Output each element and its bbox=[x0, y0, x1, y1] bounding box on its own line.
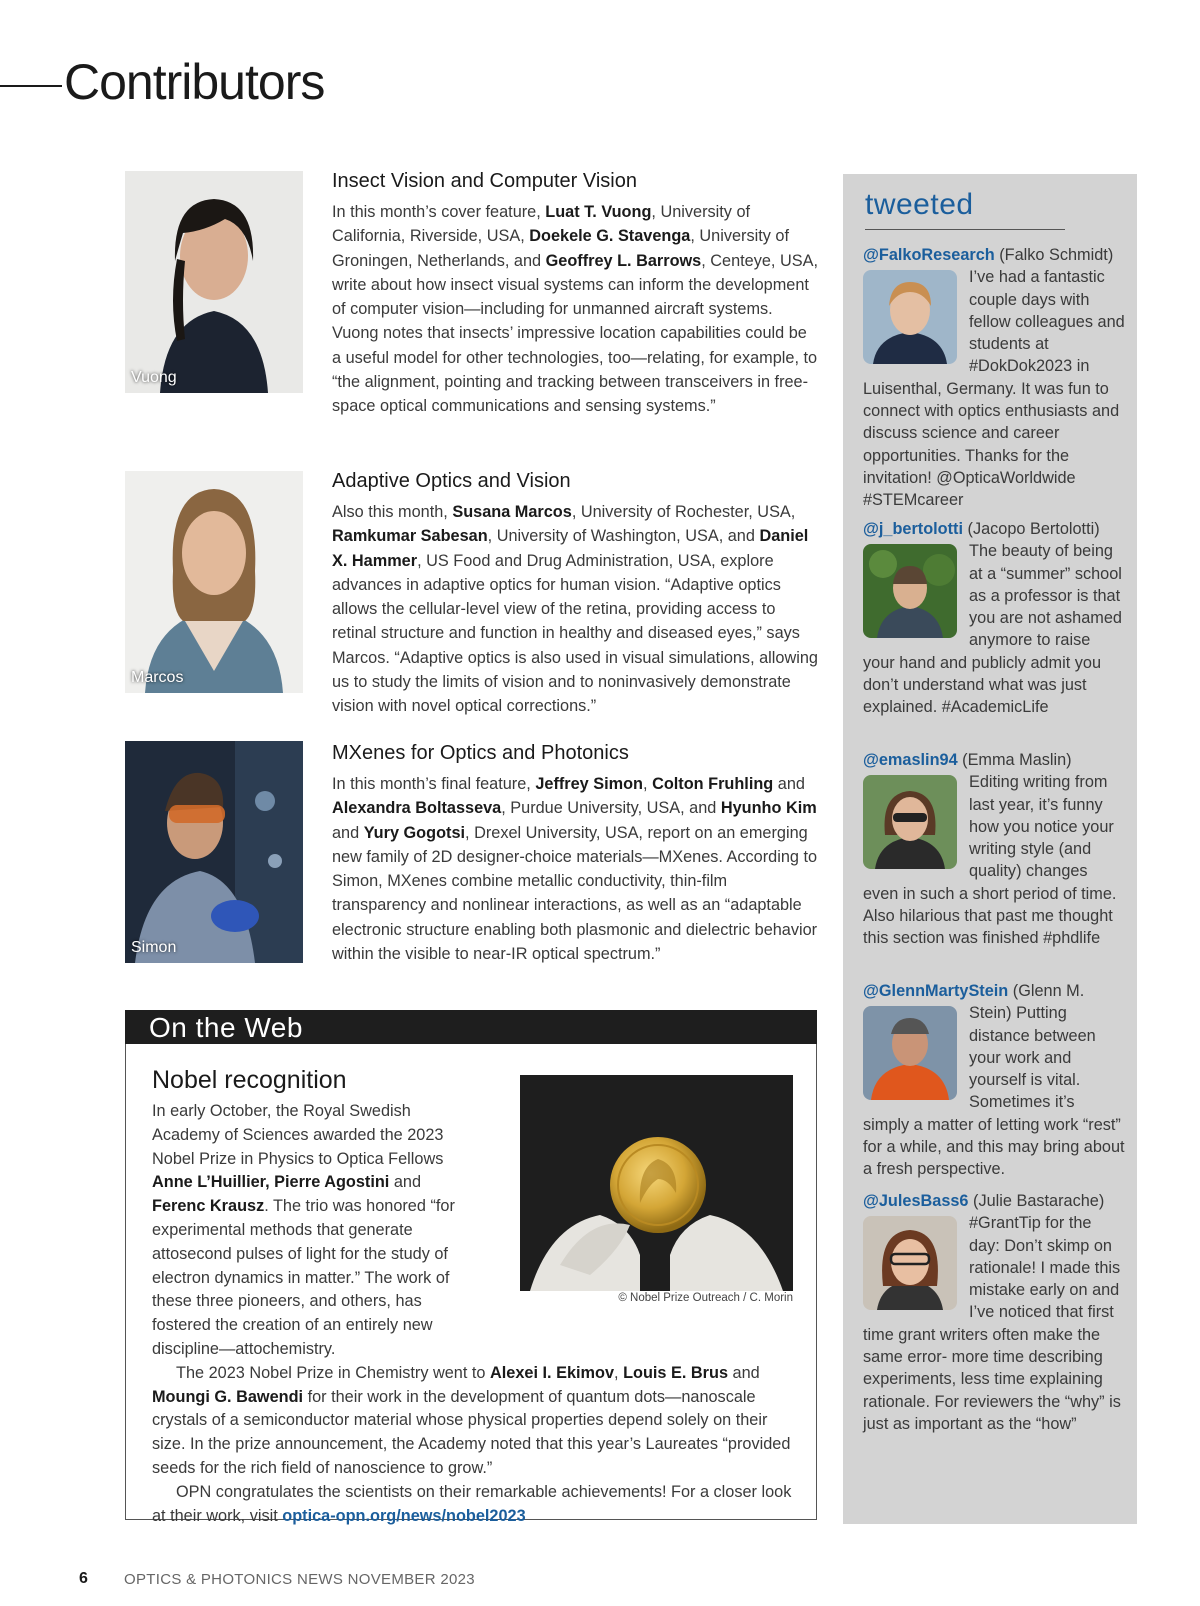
text-run: In this month’s final feature, bbox=[332, 775, 536, 793]
tweet-handle[interactable]: @emaslin94 bbox=[863, 751, 958, 769]
avatar bbox=[863, 775, 957, 869]
person-name: Geoffrey L. Barrows bbox=[545, 251, 702, 270]
tweet-handle[interactable]: @JulesBass6 bbox=[863, 1192, 969, 1210]
person-name: Doekele G. Stavenga bbox=[529, 227, 691, 246]
tweet-author: (Falko Schmidt) bbox=[994, 246, 1114, 264]
person-name: Luat T. Vuong bbox=[545, 203, 652, 221]
person-name: Daniel X. Hammer bbox=[332, 527, 809, 570]
contributor-heading: Insect Vision and Computer Vision bbox=[332, 170, 637, 192]
web-heading: Nobel recognition bbox=[152, 1066, 347, 1094]
photo-caption: Simon bbox=[131, 939, 177, 956]
web-paragraph-text: OPN congratulates the scientists on their remarkable achievements! For a closer look at their work, visit bbox=[152, 1482, 792, 1525]
text-run: and bbox=[773, 775, 805, 793]
photo-caption: Vuong bbox=[131, 369, 177, 386]
tweet-author: (Emma Maslin) bbox=[957, 751, 1072, 769]
tweet-handle[interactable]: @j_bertolotti bbox=[863, 520, 963, 538]
contributor-entry bbox=[332, 740, 818, 966]
text-run: , University of California, Riverside, USA, bbox=[332, 203, 751, 246]
text-run: and bbox=[728, 1363, 760, 1382]
tweet-author: (Jacopo Bertolotti) bbox=[963, 520, 1100, 538]
page-title: Contributors bbox=[64, 54, 325, 110]
text-run: , Purdue University, USA, and bbox=[501, 799, 721, 818]
tweet-text: Putting distance between your work and yourself is vital. Sometimes it’s simply a matter of letting work “rest” for a while, and this may bring about a fresh perspective. bbox=[863, 1004, 1125, 1179]
contributor-entry bbox=[332, 168, 818, 419]
tweet bbox=[863, 980, 1125, 1181]
avatar bbox=[863, 1216, 957, 1310]
tweet-handle[interactable]: @GlennMartyStein bbox=[863, 982, 1009, 1000]
person-name: Alexandra Boltasseva bbox=[332, 799, 502, 818]
text-run: In early October, the Royal Swedish Academy of Sciences awarded the 2023 Nobel Prize in Physics to Optica Fellows bbox=[152, 1102, 444, 1168]
text-run: , University of Groningen, Netherlands, and bbox=[332, 227, 789, 270]
sidebar-rule bbox=[865, 229, 1065, 230]
sidebar-heading: tweeted bbox=[865, 188, 974, 221]
contributor-photo-marcos bbox=[125, 471, 303, 693]
nobel-link[interactable]: optica-opn.org/news/nobel2023 bbox=[282, 1506, 526, 1525]
text-run: , US Food and Drug Administration, USA, explore advances in adaptive optics for human vision. “Adaptive optics allows the cellular-level view of the retina, providing access to retinal structure and function in healthy and diseased eyes,” says Marcos. “Adaptive optics is also used in visual simulations, allowing us to study the limits of vision and to noninvasively demonstrate vision with novel optical corrections.” bbox=[332, 551, 818, 716]
text-run: In this month’s cover feature, bbox=[332, 203, 546, 221]
avatar bbox=[863, 1006, 957, 1100]
on-the-web-bar bbox=[125, 1010, 817, 1044]
text-run: and bbox=[389, 1173, 422, 1192]
tweet-author: (Glenn M. Stein) bbox=[969, 982, 1085, 1023]
text-run: for their work in the development of quantum dots—nanoscale crystals of a semiconductor material whose physical properties depend solely on their size. In the prize announcement, the Academy noted that this year’s Laureates “provided seeds for the rich field of nanoscience to grow.” bbox=[152, 1387, 791, 1477]
nobel-medal-image bbox=[520, 1075, 793, 1291]
text-run: , bbox=[643, 775, 653, 793]
person-name: Louis E. Brus bbox=[623, 1363, 729, 1382]
tweet bbox=[863, 749, 1125, 950]
text-run: , bbox=[614, 1363, 624, 1382]
text-run: Also this month, bbox=[332, 503, 453, 521]
tweet-text: The beauty of being at a “summer” school as a professor is that you are not ashamed anymore to raise your hand and publicly admit you don’t understand what was just explained. #AcademicLife bbox=[863, 542, 1122, 717]
tweet-handle[interactable]: @FalkoResearch bbox=[863, 246, 995, 264]
tweet-text: Editing writing from last year, it’s funny how you notice your writing style (and quality) changes even in such a short period of time. Also hilarious that past me thought this section was finished #phdlife bbox=[863, 773, 1117, 948]
text-run: and bbox=[332, 823, 364, 842]
web-paragraph bbox=[152, 1481, 802, 1529]
text-run: , Centeye, USA, write about how insect visual systems can inform the development of computer vision—including for unmanned aircraft systems. Vuong notes that insects’ impressive location capabilities could be a useful model for other technologies, too—relating, for example, to “the alignment, pointing and tracking between transceivers in free-space optical communications and sensing systems.” bbox=[332, 251, 818, 416]
tweets-sidebar bbox=[843, 174, 1137, 1524]
tweet-text: #GrantTip for the day: Don’t skimp on rationale! I made this mistake early on and I’ve noticed that first time grant writers often make the same error- more time describing experiments, less time explaining rationale. For reviewers the “why” is just as important as the “how” bbox=[863, 1214, 1121, 1433]
person-name: Ferenc Krausz bbox=[152, 1197, 265, 1216]
contributor-text bbox=[332, 200, 818, 419]
footer-publication: OPTICS & PHOTONICS NEWS NOVEMBER 2023 bbox=[124, 1571, 475, 1588]
title-rule bbox=[0, 85, 62, 87]
avatar bbox=[863, 270, 957, 364]
image-credit: © Nobel Prize Outreach / C. Morin bbox=[618, 1292, 793, 1304]
person-name: Moungi G. Bawendi bbox=[152, 1387, 304, 1406]
contributor-heading: Adaptive Optics and Vision bbox=[332, 470, 571, 492]
person-name: Alexei I. Ekimov bbox=[490, 1363, 614, 1382]
on-the-web-title: On the Web bbox=[149, 1012, 303, 1043]
web-paragraph bbox=[152, 1362, 802, 1481]
contributor-heading: MXenes for Optics and Photonics bbox=[332, 742, 629, 764]
person-name: Jeffrey Simon bbox=[535, 775, 644, 793]
text-run: , University of Washington, USA, and bbox=[487, 527, 760, 546]
tweet bbox=[863, 1190, 1125, 1435]
tweet-author: (Julie Bastarache) bbox=[968, 1192, 1105, 1210]
contributor-photo-vuong bbox=[125, 171, 303, 393]
avatar bbox=[863, 544, 957, 638]
person-name: Colton Fruhling bbox=[652, 775, 774, 793]
contributor-entry bbox=[332, 468, 818, 719]
contributor-text bbox=[332, 500, 818, 719]
tweet bbox=[863, 518, 1125, 719]
page-number: 6 bbox=[79, 1570, 88, 1587]
text-run: , Drexel University, USA, report on an emerging new family of 2D designer-choice materials—MXenes. According to Simon, MXenes combine metallic conductivity, thin-film transparency and nonlinear interactions, as well as an “adaptable electronic structure enabling both plasmonic and dielectric behavior within the visible to near-IR optical spectrum.” bbox=[332, 823, 818, 964]
text-run: , University of Rochester, USA, bbox=[571, 503, 796, 521]
photo-caption: Marcos bbox=[131, 669, 184, 686]
contributor-photo-simon bbox=[125, 741, 303, 963]
person-name: Yury Gogotsi bbox=[363, 823, 466, 842]
text-run: The 2023 Nobel Prize in Chemistry went to bbox=[176, 1363, 491, 1382]
tweet bbox=[863, 244, 1125, 512]
person-name: Ramkumar Sabesan bbox=[332, 527, 488, 546]
contributor-text bbox=[332, 772, 818, 966]
person-name: Susana Marcos bbox=[452, 503, 572, 521]
text-run: . The trio was honored “for experimental methods that generate attosecond pulses of light for the study of electron dynamics in matter.” The work of these three pioneers, and others, has fostered the creation of an entirely new discipline—attochemistry. bbox=[152, 1197, 455, 1358]
person-name: Hyunho Kim bbox=[720, 799, 817, 818]
person-name: Anne L’Huillier, Pierre Agostini bbox=[152, 1173, 390, 1192]
tweet-text: I’ve had a fantastic couple days with fellow colleagues and students at #DokDok2023 in Luisenthal, Germany. It was fun to connect with optics enthusiasts and discuss science and career opportunities. Thanks for the invitation! @OpticaWorldwide #STEMcareer bbox=[863, 268, 1125, 510]
